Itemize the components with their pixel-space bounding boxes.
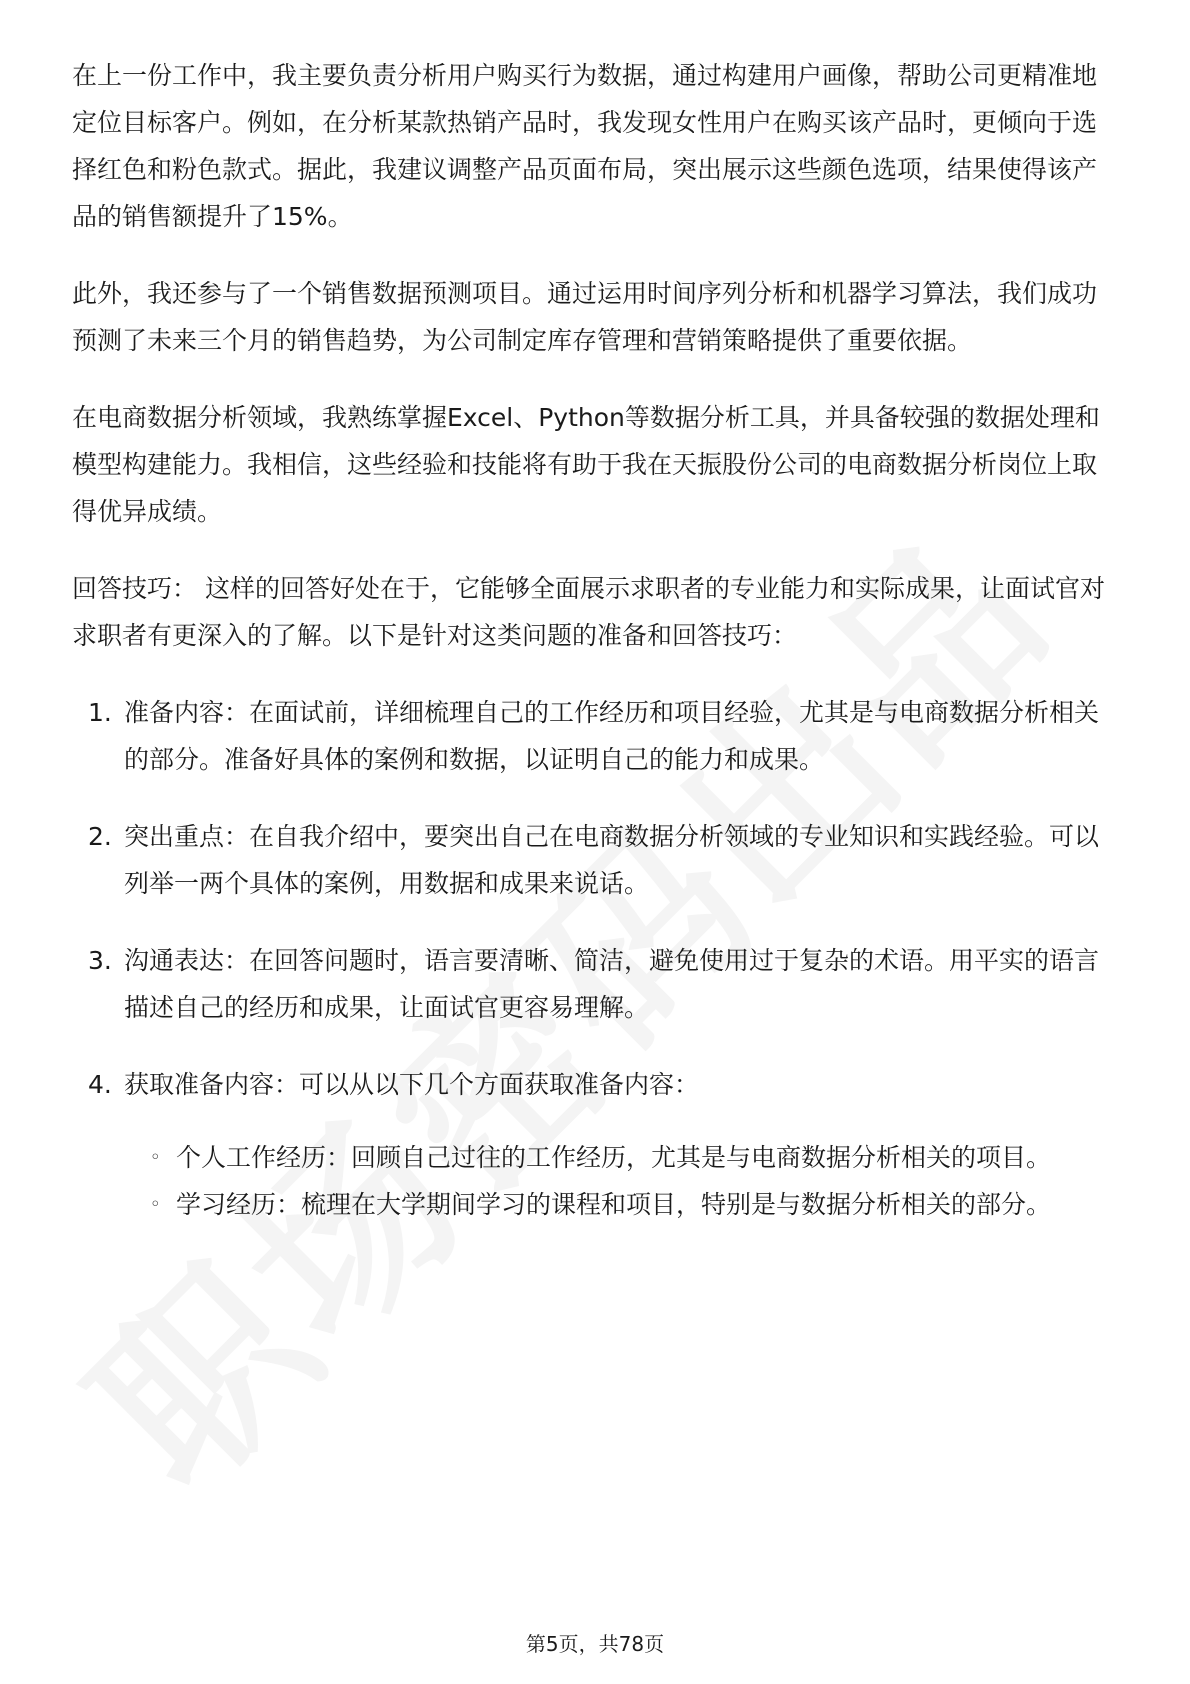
paragraph-answer-tips: 回答技巧： 这样的回答好处在于，它能够全面展示求职者的专业能力和实际成果，让面试官对求职者有更深入的了解。以下是针对这类问题的准备和回答技巧： xyxy=(72,574,1105,650)
paragraph-forecast-project: 此外，我还参与了一个销售数据预测项目。通过运用时间序列分析和机器学习算法，我们成功预测了未来三个月的销售趋势，为公司制定库存管理和营销策略提供了重要依据。 xyxy=(72,279,1098,355)
list-item xyxy=(72,1061,1117,1228)
list-item xyxy=(72,689,1117,783)
list-number: 2. xyxy=(88,822,112,851)
sub-list-item-text: 学习经历：梳理在大学期间学习的课程和项目，特别是与数据分析相关的部分。 xyxy=(176,1190,1052,1219)
list-item xyxy=(72,813,1117,907)
page-content xyxy=(72,52,1117,1258)
circle-bullet-icon: ◦ xyxy=(150,1147,161,1168)
list-number: 1. xyxy=(88,698,112,727)
list-item-text: 获取准备内容：可以从以下几个方面获取准备内容： xyxy=(124,1070,700,1099)
sub-list-item xyxy=(124,1134,1117,1181)
list-item-text: 突出重点：在自我介绍中，要突出自己在电商数据分析领域的专业知识和实践经验。可以列举一两个具体的案例，用数据和成果来说话。 xyxy=(124,822,1100,898)
sub-list-item-text: 个人工作经历：回顾自己过往的工作经历，尤其是与电商数据分析相关的项目。 xyxy=(176,1143,1052,1172)
circle-bullet-icon: ◦ xyxy=(150,1194,161,1215)
list-item-text: 准备内容：在面试前，详细梳理自己的工作经历和项目经验，尤其是与电商数据分析相关的部分。准备好具体的案例和数据，以证明自己的能力和成果。 xyxy=(124,698,1100,774)
sub-list-item xyxy=(124,1181,1117,1228)
paragraph-skills: 在电商数据分析领域，我熟练掌握Excel、Python等数据分析工具，并具备较强的数据处理和模型构建能力。我相信，这些经验和技能将有助于我在天振股份公司的电商数据分析岗位上取得优异成绩。 xyxy=(72,403,1100,526)
page-footer: 第5页，共78页 xyxy=(525,1632,665,1656)
sub-list xyxy=(124,1134,1117,1228)
list-item xyxy=(72,937,1117,1031)
list-number: 3. xyxy=(88,946,112,975)
list-item-text: 沟通表达：在回答问题时，语言要清晰、简洁，避免使用过于复杂的术语。用平实的语言描述自己的经历和成果，让面试官更容易理解。 xyxy=(124,946,1100,1022)
tips-list xyxy=(72,689,1117,1228)
list-number: 4. xyxy=(88,1070,112,1099)
paragraph-experience: 在上一份工作中，我主要负责分析用户购买行为数据，通过构建用户画像，帮助公司更精准地定位目标客户。例如，在分析某款热销产品时，我发现女性用户在购买该产品时，更倾向于选择红色和粉色款式。据此，我建议调整产品页面布局，突出展示这些颜色选项，结果使得该产品的销售额提升了15%。 xyxy=(72,61,1098,231)
